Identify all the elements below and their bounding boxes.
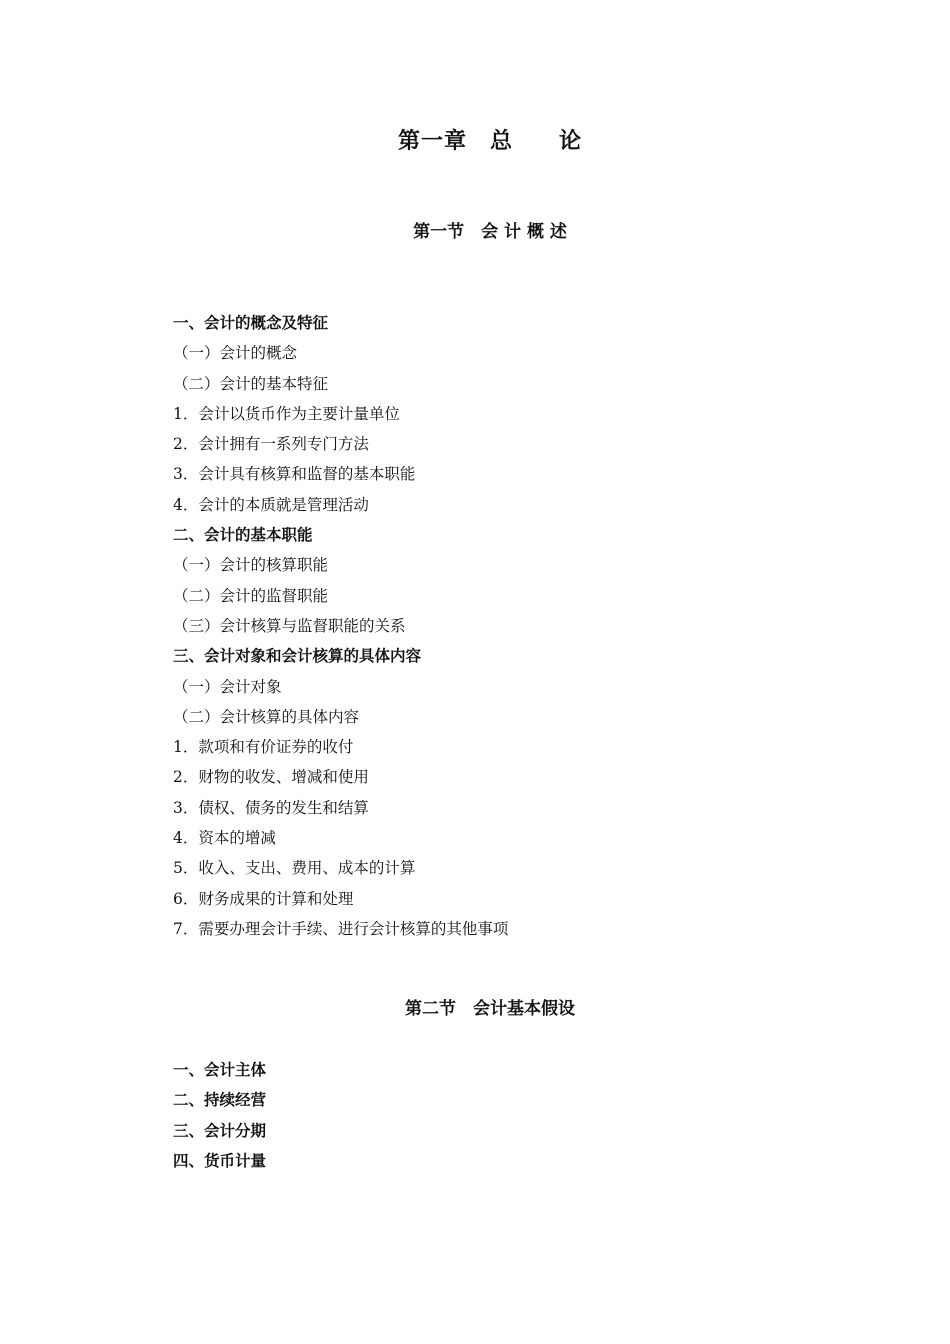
outline-item: 2．会计拥有一系列专门方法 xyxy=(173,435,369,454)
outline-item: 2．财物的收发、增减和使用 xyxy=(173,768,369,787)
outline-heading: 一、会计的概念及特征 xyxy=(173,313,329,332)
section-title: 第一节 会 计 概 述 xyxy=(413,222,567,242)
outline-item: 5．收入、支出、费用、成本的计算 xyxy=(173,859,416,878)
section-2-outline xyxy=(173,1055,266,1176)
outline-item: 4．会计的本质就是管理活动 xyxy=(173,495,369,514)
outline-item: （一）会计的概念 xyxy=(173,344,298,363)
outline-heading: 四、货币计量 xyxy=(173,1150,267,1170)
section-1-outline xyxy=(173,308,508,944)
outline-item: （一）会计对象 xyxy=(173,677,282,696)
outline-item: （三）会计核算与监督职能的关系 xyxy=(173,616,406,635)
outline-heading: 一、会计主体 xyxy=(173,1060,267,1079)
outline-item: 3．债权、债务的发生和结算 xyxy=(173,798,369,817)
outline-item: 1．款项和有价证券的收付 xyxy=(173,738,354,757)
outline-item: 3．会计具有核算和监督的基本职能 xyxy=(173,465,416,484)
outline-item: （二）会计核算的具体内容 xyxy=(173,707,360,726)
outline-item: 7．需要办理会计手续、进行会计核算的其他事项 xyxy=(173,919,509,938)
section-title: 第二节 会计基本假设 xyxy=(405,999,575,1019)
outline-item: （二）会计的基本特征 xyxy=(173,374,329,393)
outline-item: （二）会计的监督职能 xyxy=(173,586,329,605)
outline-item: 4．资本的增减 xyxy=(173,829,276,848)
outline-heading: 三、会计分期 xyxy=(173,1120,267,1140)
outline-item: 6．财务成果的计算和处理 xyxy=(173,889,354,908)
outline-heading: 二、持续经营 xyxy=(173,1090,267,1110)
outline-item: 1．会计以货币作为主要计量单位 xyxy=(173,404,400,423)
outline-heading: 二、会计的基本职能 xyxy=(173,525,313,545)
outline-item: （一）会计的核算职能 xyxy=(173,556,329,575)
outline-heading: 三、会计对象和会计核算的具体内容 xyxy=(173,646,422,666)
chapter-title: 第一章 总 论 xyxy=(397,128,582,154)
